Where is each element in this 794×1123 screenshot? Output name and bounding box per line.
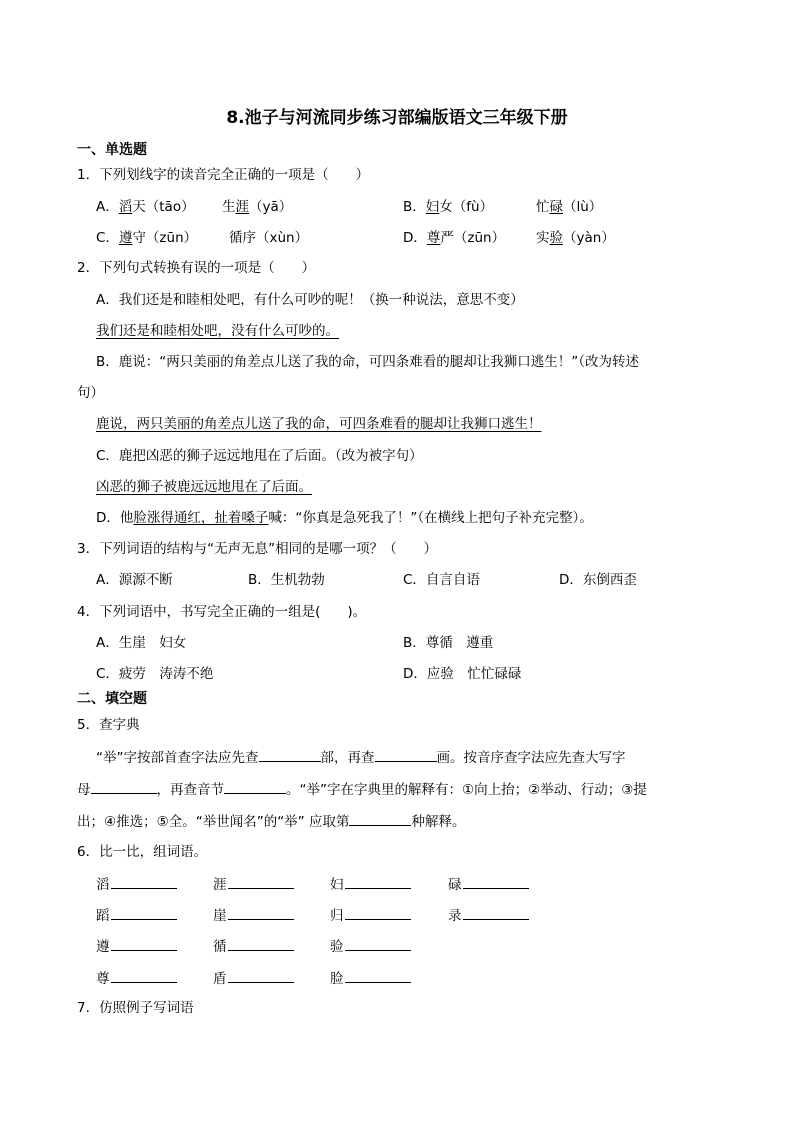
question-4-stem: 4．下列词语中，书写完全正确的一组是( )。 [77,604,367,620]
q3-option-b: B．生机勃勃 [248,572,325,588]
q4-option-a: A．生崖 妇女 [96,635,187,651]
answer-blank[interactable] [345,968,411,983]
q1-option-c1: C．遵守（zūn） [96,230,198,246]
answer-blank[interactable] [345,874,411,889]
answer-blank[interactable] [91,779,157,794]
q6-word-blank: 脸 [330,968,411,988]
answer-blank[interactable] [463,905,529,920]
q6-word-blank: 碌 [448,874,529,894]
q1-option-a2: 生涯（yā） [222,199,293,215]
q6-word-blank: 归 [330,905,411,925]
question-5-stem: 5．查字典 [77,717,140,733]
q4-option-b: B．尊循 遵重 [403,635,494,651]
q6-word-blank: 盾 [213,968,294,988]
answer-blank[interactable] [228,936,294,951]
q4-option-c: C．疲劳 涛涛不绝 [96,666,214,682]
q1-option-a1: A．滔天（tāo） [96,199,195,215]
q2-option-b-answer: 鹿说，两只美丽的角差点儿送了我的命，可四条难看的腿却让我狮口逃生！ [96,416,542,432]
q3-option-c: C．自言自语 [403,572,480,588]
q2-option-d: D．他脸涨得通红，扯着嗓子喊：“你真是急死我了！”（在横线上把句子补充完整）。 [96,510,593,526]
answer-blank[interactable] [111,905,177,920]
q6-word-blank: 循 [213,936,294,956]
q1-option-d2: 实验（yàn） [536,230,615,246]
question-6-stem: 6．比一比，组词语。 [77,844,208,860]
q1-option-b2: 忙碌（lù） [536,199,603,215]
answer-blank[interactable] [228,874,294,889]
answer-blank[interactable] [375,747,437,762]
answer-blank[interactable] [345,936,411,951]
q5-line-3: 出；④推选；⑤全。“举世闻名”的“举” 应取第 种解释。 [77,811,465,831]
q1-option-b1: B．妇女（fù） [403,199,494,215]
q6-word-blank: 蹈 [96,905,177,925]
q6-word-blank: 遵 [96,936,177,956]
answer-blank[interactable] [259,747,321,762]
q2-option-c-answer: 凶恶的狮子被鹿远远地甩在了后面。 [96,479,312,495]
q3-option-a: A．源源不断 [96,572,173,588]
q6-word-blank: 崖 [213,905,294,925]
answer-blank[interactable] [228,968,294,983]
q2-option-b-continued: 句） [77,385,104,401]
q5-line-1: “举”字按部首查字法应先查 部，再查 画。按音序查字法应先查大写字 [96,747,626,767]
q6-word-blank: 涯 [213,874,294,894]
section-heading-fill-in: 二、填空题 [77,691,147,707]
q6-word-blank: 验 [330,936,411,956]
answer-blank[interactable] [349,811,411,826]
page-title: 8.池子与河流同步练习部编版语文三年级下册 [226,108,568,128]
answer-blank[interactable] [111,936,177,951]
q1-option-c2: 循序（xùn） [229,230,309,246]
q3-option-d: D．东倒西歪 [559,572,637,588]
section-heading-single-choice: 一、单选题 [77,142,147,158]
answer-blank[interactable] [111,874,177,889]
answer-blank[interactable] [463,874,529,889]
q6-word-blank: 妇 [330,874,411,894]
question-1-stem: 1．下列划线字的读音完全正确的一项是（ ） [77,167,370,183]
q1-option-d1: D．尊严（zūn） [403,230,506,246]
q2-option-b: B．鹿说：“两只美丽的角差点儿送了我的命，可四条难看的腿却让我狮口逃生！”（改为转述 [96,354,639,370]
answer-blank[interactable] [345,905,411,920]
question-2-stem: 2．下列句式转换有误的一项是（ ） [77,260,316,276]
question-7-stem: 7．仿照例子写词语 [77,1000,194,1016]
q2-option-a: A．我们还是和睦相处吧，有什么可吵的呢！（换一种说法，意思不变） [96,292,524,308]
q6-word-blank: 录 [448,905,529,925]
answer-blank[interactable] [224,779,286,794]
question-3-stem: 3．下列词语的结构与“无声无息”相同的是哪一项？（ ） [77,541,438,557]
answer-blank[interactable] [111,968,177,983]
q2-option-a-answer: 我们还是和睦相处吧，没有什么可吵的。 [96,323,339,339]
answer-blank[interactable] [228,905,294,920]
q5-line-2: 母 ，再查音节 。“举”字在字典里的解释有：①向上抬；②举动、行动；③提 [77,779,647,799]
q2-option-c: C．鹿把凶恶的狮子远远地甩在了后面。（改为被字句） [96,448,423,464]
q4-option-d: D．应验 忙忙碌碌 [403,666,522,682]
q6-word-blank: 尊 [96,968,177,988]
q6-word-blank: 滔 [96,874,177,894]
